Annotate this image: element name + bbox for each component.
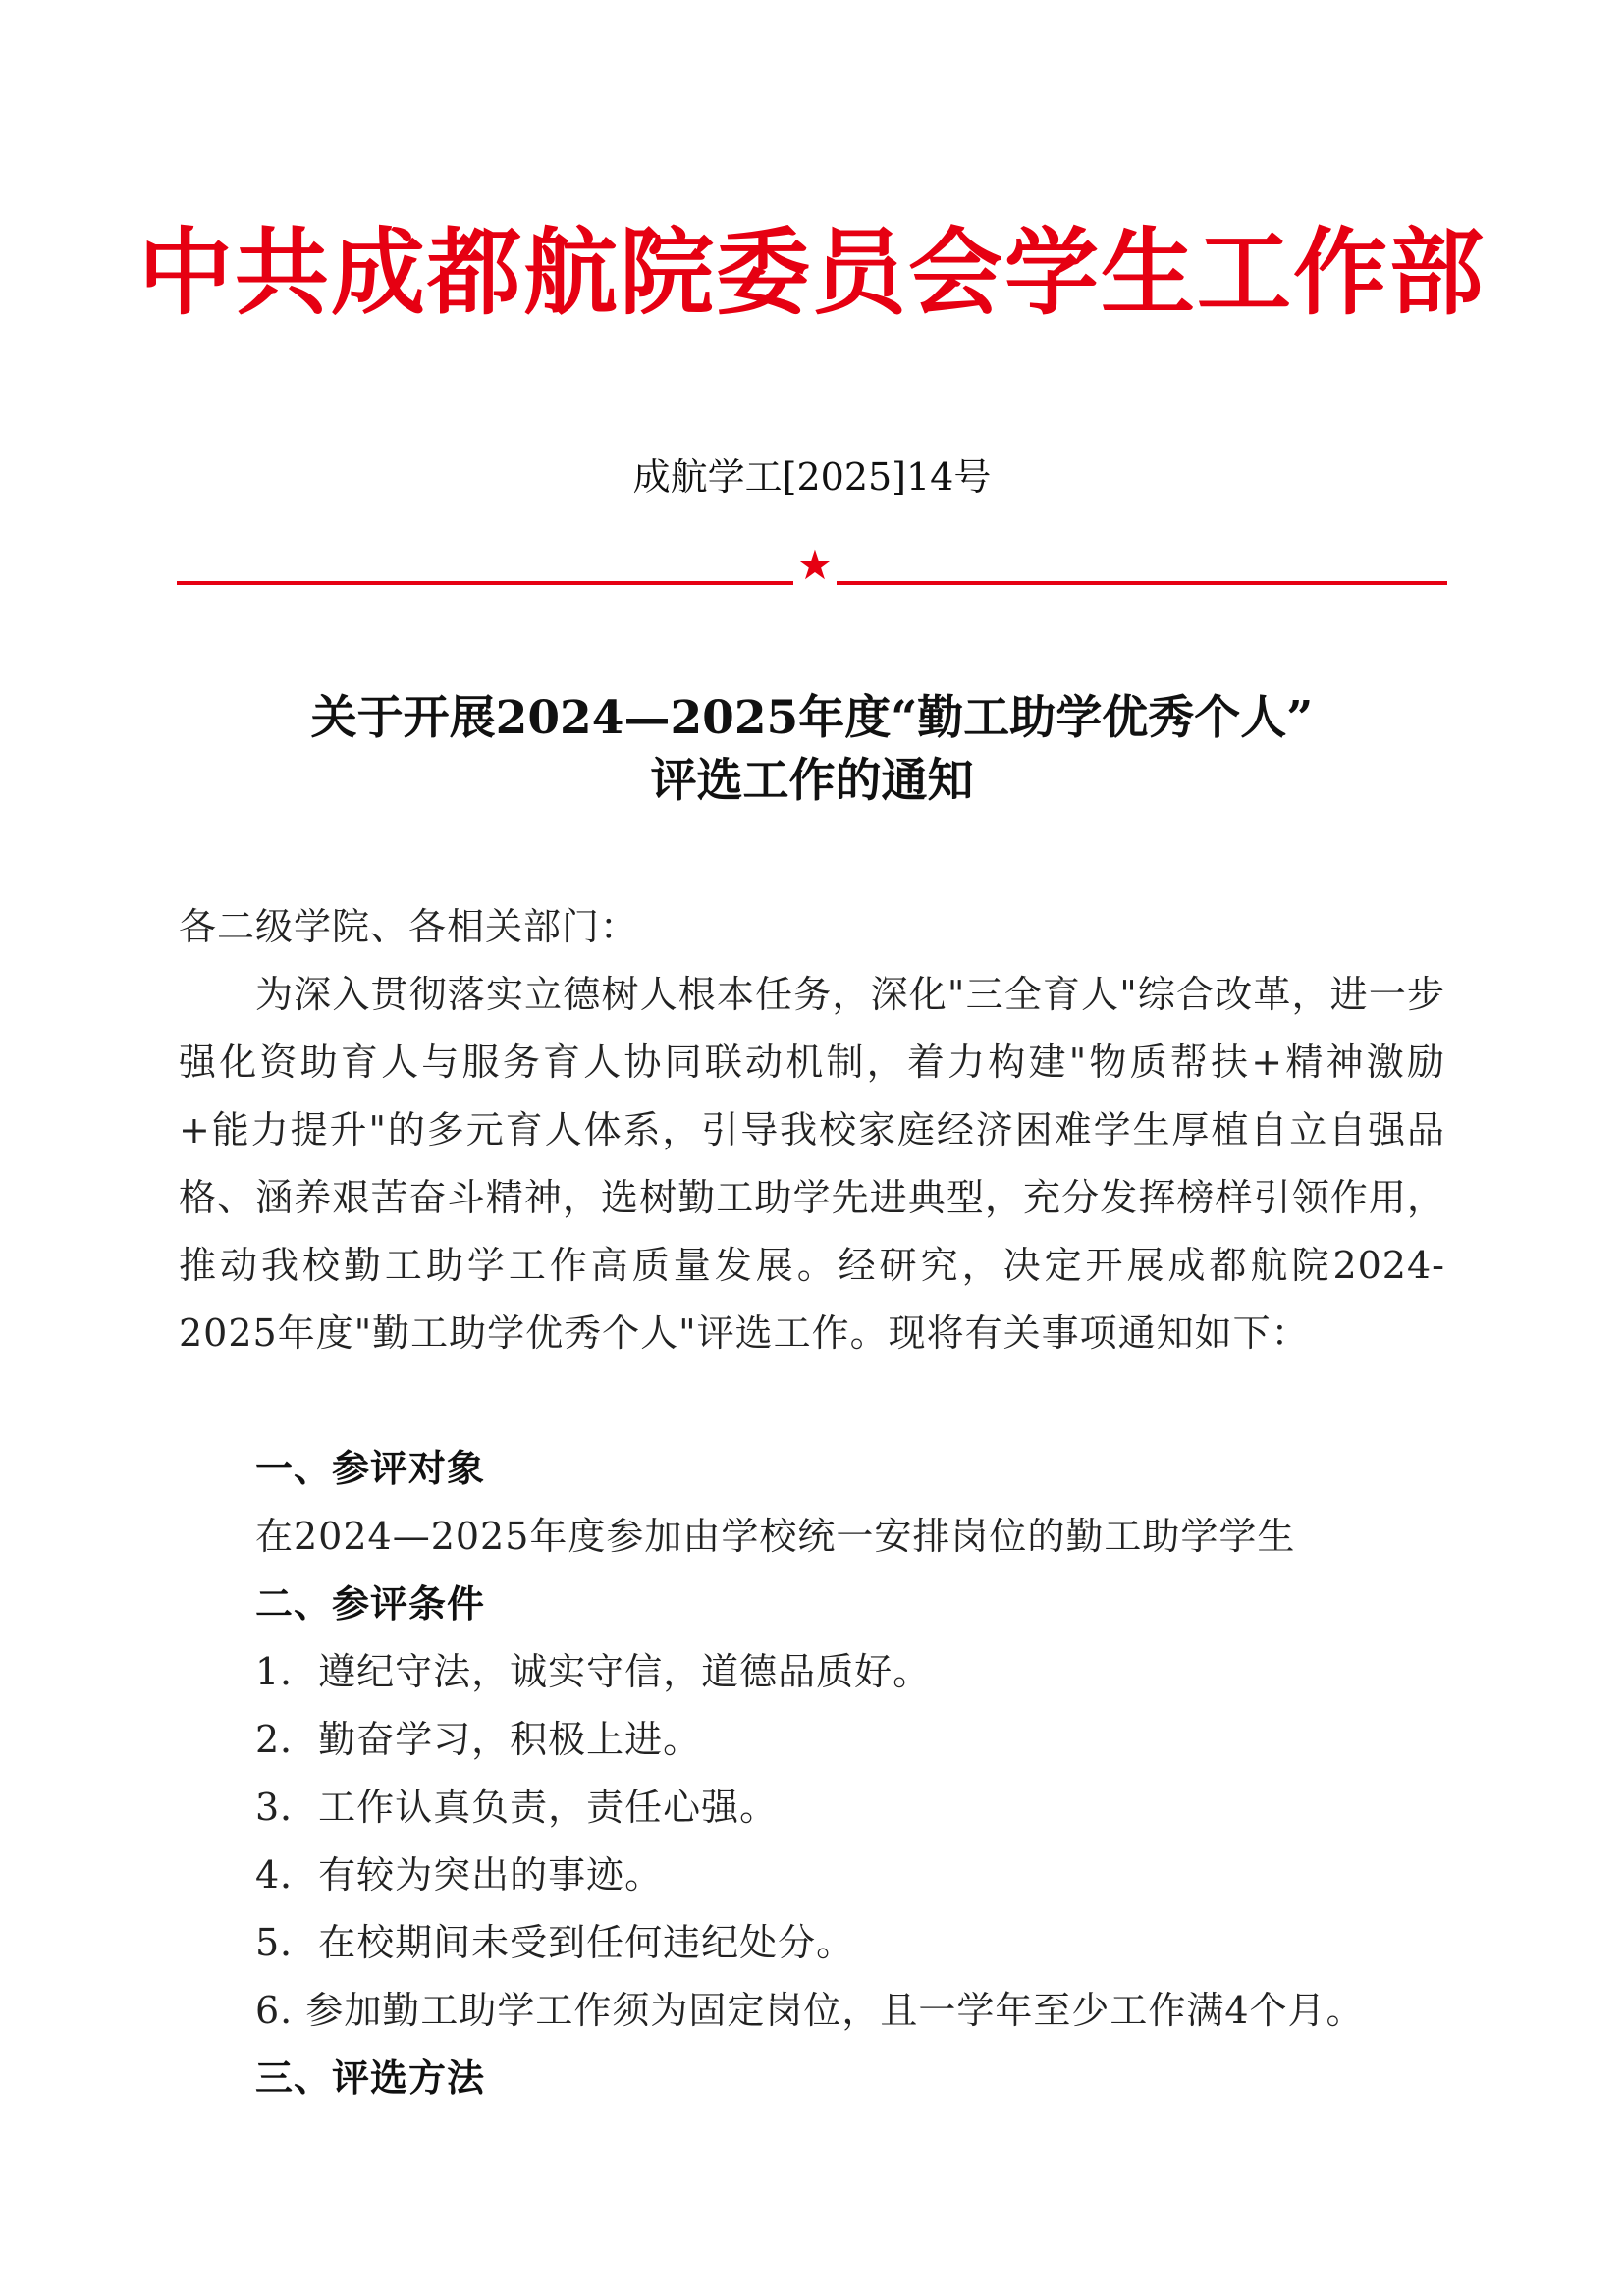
notice-title-line-2: 评选工作的通知 bbox=[650, 754, 974, 808]
condition-item: 1．遵纪守法，诚实守信，道德品质好。 bbox=[255, 1650, 932, 1693]
star-icon: ★ bbox=[796, 541, 834, 589]
document-number: 成航学工[2025]14号 bbox=[632, 455, 992, 499]
condition-item: 3．工作认真负责，责任心强。 bbox=[255, 1786, 779, 1829]
salutation: 各二级学院、各相关部门： bbox=[179, 905, 639, 948]
section-1-text: 在2024—2025年度参加由学校统一安排岗位的勤工助学学生 bbox=[255, 1515, 1296, 1558]
section-heading-1: 一、参评对象 bbox=[255, 1447, 486, 1490]
condition-item: 5．在校期间未受到任何违纪处分。 bbox=[255, 1921, 855, 1964]
red-divider-left bbox=[177, 581, 793, 585]
section-heading-3: 三、评选方法 bbox=[255, 2056, 486, 2100]
section-heading-2: 二、参评条件 bbox=[255, 1582, 486, 1626]
notice-title-line-1: 关于开展2024—2025年度“勤工助学优秀个人” bbox=[310, 691, 1314, 745]
condition-item: 2．勤奋学习，积极上进。 bbox=[255, 1718, 702, 1761]
red-divider-right bbox=[837, 581, 1447, 585]
condition-item: 6. 参加勤工助学工作须为固定岗位，且一学年至少工作满4个月。 bbox=[255, 1989, 1365, 2032]
organization-header: 中共成都航院委员会学生工作部 bbox=[138, 218, 1486, 328]
condition-item: 4．有较为突出的事迹。 bbox=[255, 1853, 664, 1896]
intro-paragraph: 为深入贯彻落实立德树人根本任务，深化"三全育人"综合改革，进一步强化资助育人与服务育人协同联动机制，着力构建"物质帮扶+精神激励+能力提升"的多元育人体系，引导我校家庭经济困难学生厚植自立自强品格、涵养艰苦奋斗精神，选树勤工助学先进典型，充分发挥榜样引领作用，推动我校勤工助学工作高质量发展。经研究，决定开展成都航院2024-2025年度"勤工助学优秀个人"评选工作。现将有关事项通知如下： bbox=[179, 973, 1445, 1355]
